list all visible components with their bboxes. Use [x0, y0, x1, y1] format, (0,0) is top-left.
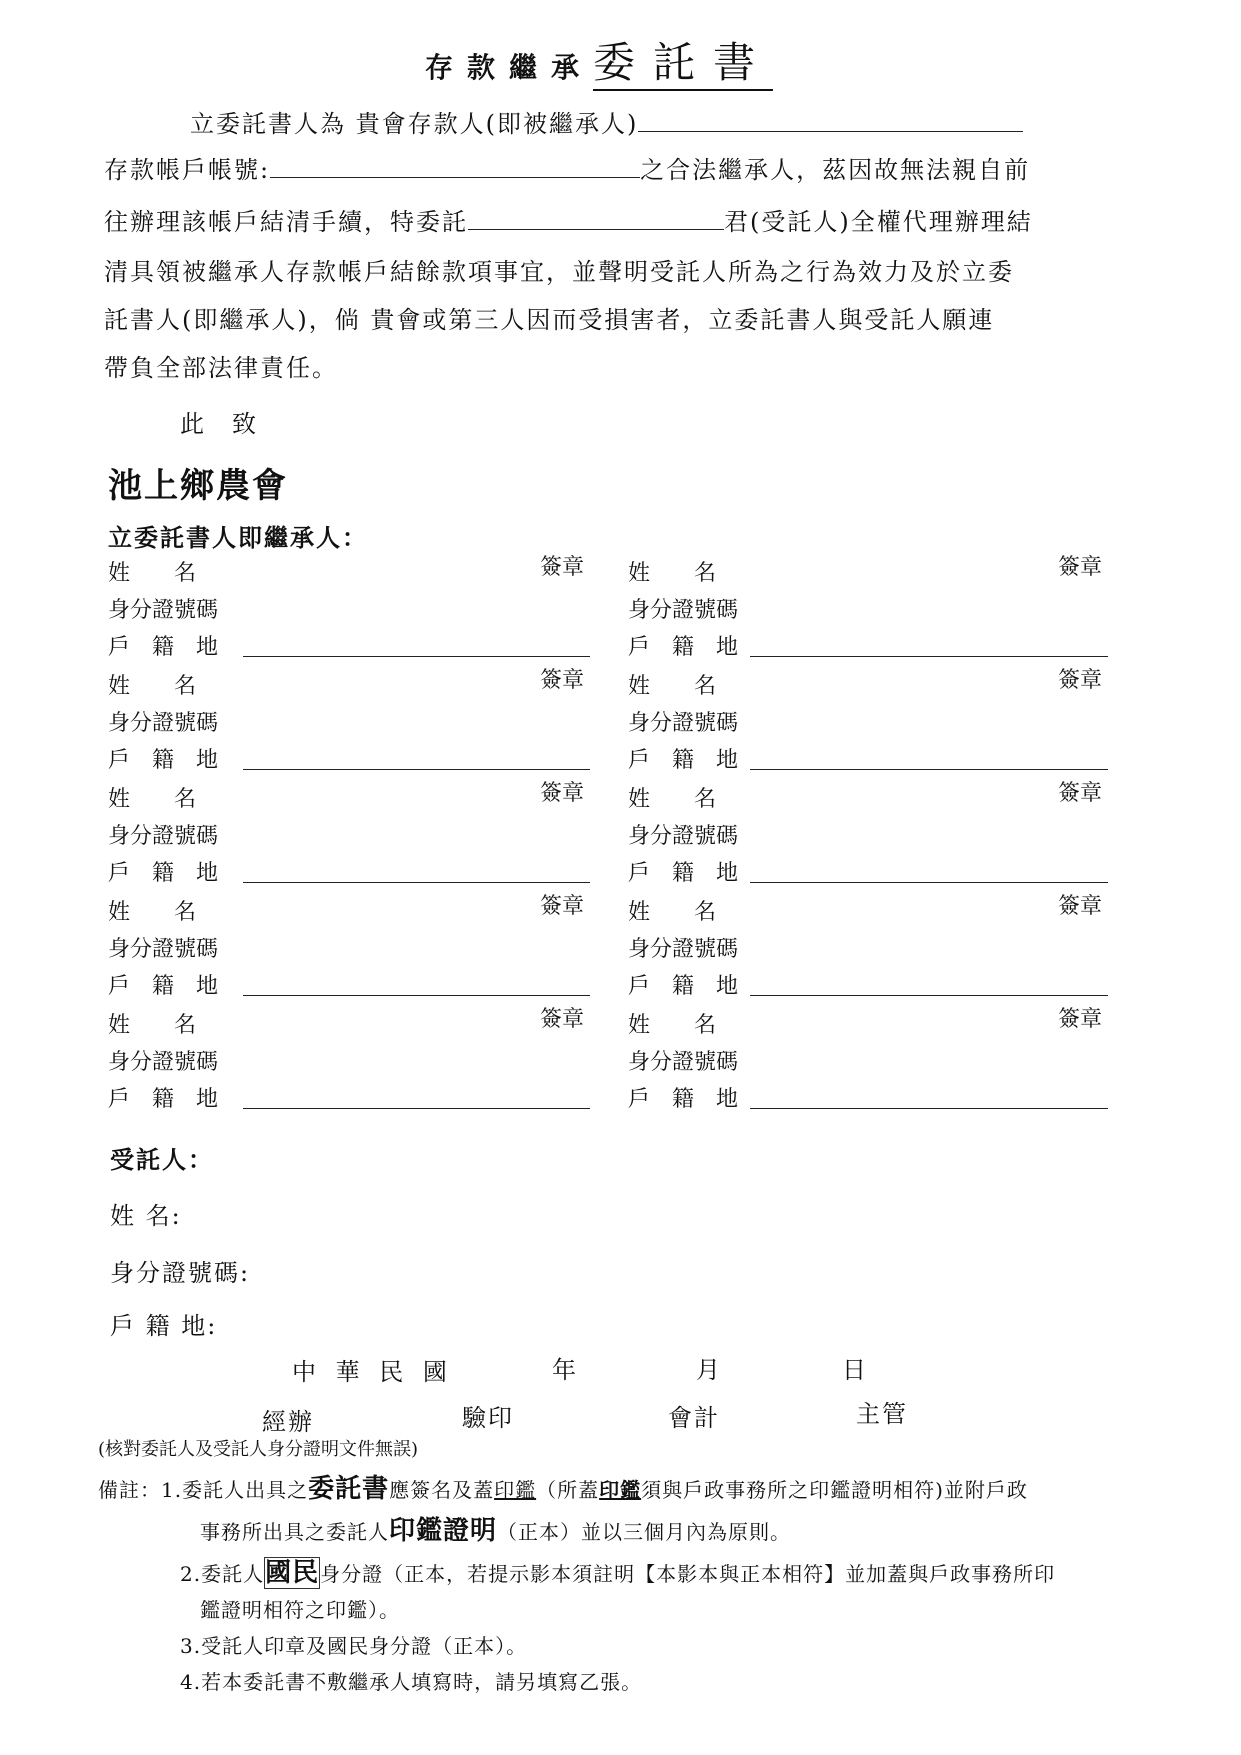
- principal-name-label: 姓 名: [628, 674, 717, 699]
- remark-item-2-line-2: 鑑證明相符之印鑑）。: [200, 1598, 400, 1622]
- principal-id-label: 身分證號碼: [108, 1050, 219, 1075]
- body-line-2-prefix: 存款帳戶帳號:: [104, 156, 271, 184]
- remark-item-3: 3.受託人印章及國民身分證（正本）。: [180, 1634, 528, 1658]
- principal-address-field[interactable]: [243, 1108, 590, 1109]
- body-line-4: 清具領被繼承人存款帳戶結餘款項事宜，並聲明受託人所為之行為效力及於立委: [104, 258, 1014, 286]
- principal-address-field[interactable]: [750, 995, 1108, 996]
- principal-sign-label: 簽章: [1058, 555, 1103, 580]
- principal-id-label: 身分證號碼: [108, 598, 219, 623]
- principal-address-field[interactable]: [243, 882, 590, 883]
- principal-sign-label: 簽章: [540, 1007, 585, 1032]
- principal-name-label: 姓 名: [108, 674, 197, 699]
- principal-address-label: 戶 籍 地: [628, 748, 739, 773]
- signoff-handler: 經辦: [262, 1408, 314, 1436]
- principal-id-label: 身分證號碼: [108, 711, 219, 736]
- agent-address-label: 戶 籍 地:: [110, 1312, 218, 1340]
- principal-id-label: 身分證號碼: [628, 598, 739, 623]
- remark-2-bold: 國民: [265, 1558, 320, 1588]
- principal-name-label: 姓 名: [108, 1013, 197, 1038]
- remark-1-line2-text-b: （正本）並以三個月內為原則。: [497, 1520, 792, 1544]
- principal-id-label: 身分證號碼: [628, 937, 739, 962]
- date-year: 年: [552, 1356, 578, 1384]
- account-number-field[interactable]: [270, 176, 640, 178]
- document-title: [425, 30, 773, 90]
- principal-address-label: 戶 籍 地: [108, 1087, 219, 1112]
- remark-2-text-b: 身分證（正本，若提示影本須註明【本影本與正本相符】並加蓋與戶政事務所印: [320, 1562, 1056, 1586]
- closing: 此 致: [180, 410, 258, 438]
- principal-id-label: 身分證號碼: [108, 824, 219, 849]
- body-line-3: [104, 202, 1033, 237]
- principal-id-label: 身分證號碼: [108, 937, 219, 962]
- principal-address-label: 戶 籍 地: [628, 974, 739, 999]
- remark-1-text-a: 1.委託人出具之: [161, 1478, 309, 1502]
- principal-sign-label: 簽章: [1058, 668, 1103, 693]
- principal-name-label: 姓 名: [628, 561, 717, 586]
- body-line-1-text: 立委託書人為 貴會存款人(即被繼承人): [190, 110, 639, 138]
- principal-name-label: 姓 名: [108, 561, 197, 586]
- principal-name-label: 姓 名: [628, 787, 717, 812]
- remark-1-underline-b: 印鑑: [599, 1478, 642, 1502]
- body-line-5: 託書人(即繼承人)，倘 貴會或第三人因而受損害者，立委託書人與受託人願連: [104, 306, 995, 334]
- principal-address-label: 戶 籍 地: [628, 861, 739, 886]
- principal-name-label: 姓 名: [108, 900, 197, 925]
- principal-address-field[interactable]: [750, 769, 1108, 770]
- principal-address-field[interactable]: [750, 1108, 1108, 1109]
- body-line-3-suffix: 君(受託人)全權代理辦理結: [724, 208, 1033, 236]
- principal-name-label: 姓 名: [108, 787, 197, 812]
- principal-sign-label: 簽章: [1058, 894, 1103, 919]
- title-part2: 委託書: [593, 38, 773, 91]
- principal-sign-label: 簽章: [540, 894, 585, 919]
- body-line-6: 帶負全部法律責任。: [104, 354, 338, 382]
- signoff-verify: 驗印: [462, 1404, 514, 1432]
- remark-1-line2-bold: 印鑑證明: [389, 1516, 498, 1546]
- signoff-supervisor: 主管: [856, 1400, 908, 1428]
- principal-address-field[interactable]: [243, 656, 590, 657]
- title-part1: 存款繼承: [425, 51, 594, 84]
- principal-address-field[interactable]: [243, 769, 590, 770]
- agent-name-label: 姓 名:: [110, 1202, 182, 1230]
- principal-sign-label: 簽章: [540, 668, 585, 693]
- principal-address-field[interactable]: [750, 882, 1108, 883]
- principal-name-label: 姓 名: [628, 900, 717, 925]
- verify-note: (核對委託人及受託人身分證明文件無誤): [98, 1439, 419, 1460]
- body-line-3-prefix: 往辦理該帳戶結清手續，特委託: [104, 208, 468, 236]
- depositor-name-field[interactable]: [638, 130, 1023, 132]
- principal-id-label: 身分證號碼: [628, 1050, 739, 1075]
- remark-item-1-line-2: [200, 1510, 791, 1547]
- body-line-2: [104, 150, 1030, 185]
- remark-2-text-a: 2.委託人: [180, 1562, 265, 1586]
- date-era: 中 華 民 國: [292, 1358, 453, 1386]
- remarks-label: 備註：: [98, 1478, 161, 1502]
- remark-1-bold-a: 委託書: [308, 1474, 390, 1504]
- body-line-2-suffix: 之合法繼承人，茲因故無法親自前: [640, 156, 1031, 184]
- agent-heading: 受託人：: [110, 1145, 214, 1174]
- remark-1-text-c: （所蓋: [536, 1478, 600, 1502]
- principal-name-label: 姓 名: [628, 1013, 717, 1038]
- principal-sign-label: 簽章: [540, 781, 585, 806]
- principal-address-label: 戶 籍 地: [628, 635, 739, 660]
- principal-address-label: 戶 籍 地: [108, 861, 219, 886]
- principals-heading: 立委託書人即繼承人：: [108, 523, 368, 552]
- remark-1-text-d: 須與戶政事務所之印鑑證明相符)並附戶政: [641, 1478, 1028, 1502]
- principal-address-label: 戶 籍 地: [108, 635, 219, 660]
- principal-address-label: 戶 籍 地: [108, 974, 219, 999]
- remark-item-2: [180, 1552, 1055, 1589]
- principal-address-label: 戶 籍 地: [108, 748, 219, 773]
- date-month: 月: [696, 1356, 722, 1384]
- remark-1-text-b: 應簽名及蓋: [389, 1478, 495, 1502]
- agent-name-field[interactable]: [468, 228, 724, 230]
- date-day: 日: [842, 1356, 868, 1384]
- principal-address-field[interactable]: [750, 656, 1108, 657]
- remark-1-underline-a: 印鑑: [494, 1478, 537, 1502]
- principal-address-label: 戶 籍 地: [628, 1087, 739, 1112]
- organization-name: 池上鄉農會: [108, 466, 288, 506]
- principal-sign-label: 簽章: [1058, 781, 1103, 806]
- principal-id-label: 身分證號碼: [628, 824, 739, 849]
- agent-id-label: 身分證號碼:: [110, 1259, 251, 1287]
- signoff-accounting: 會計: [668, 1404, 720, 1432]
- principal-sign-label: 簽章: [540, 555, 585, 580]
- remark-item-1: [98, 1468, 1028, 1505]
- principal-id-label: 身分證號碼: [628, 711, 739, 736]
- remark-1-line2-text-a: 事務所出具之委託人: [200, 1520, 389, 1544]
- principal-sign-label: 簽章: [1058, 1007, 1103, 1032]
- principal-address-field[interactable]: [243, 995, 590, 996]
- remark-item-4: 4.若本委託書不敷繼承人填寫時，請另填寫乙張。: [180, 1670, 643, 1694]
- body-line-1: [190, 104, 1023, 139]
